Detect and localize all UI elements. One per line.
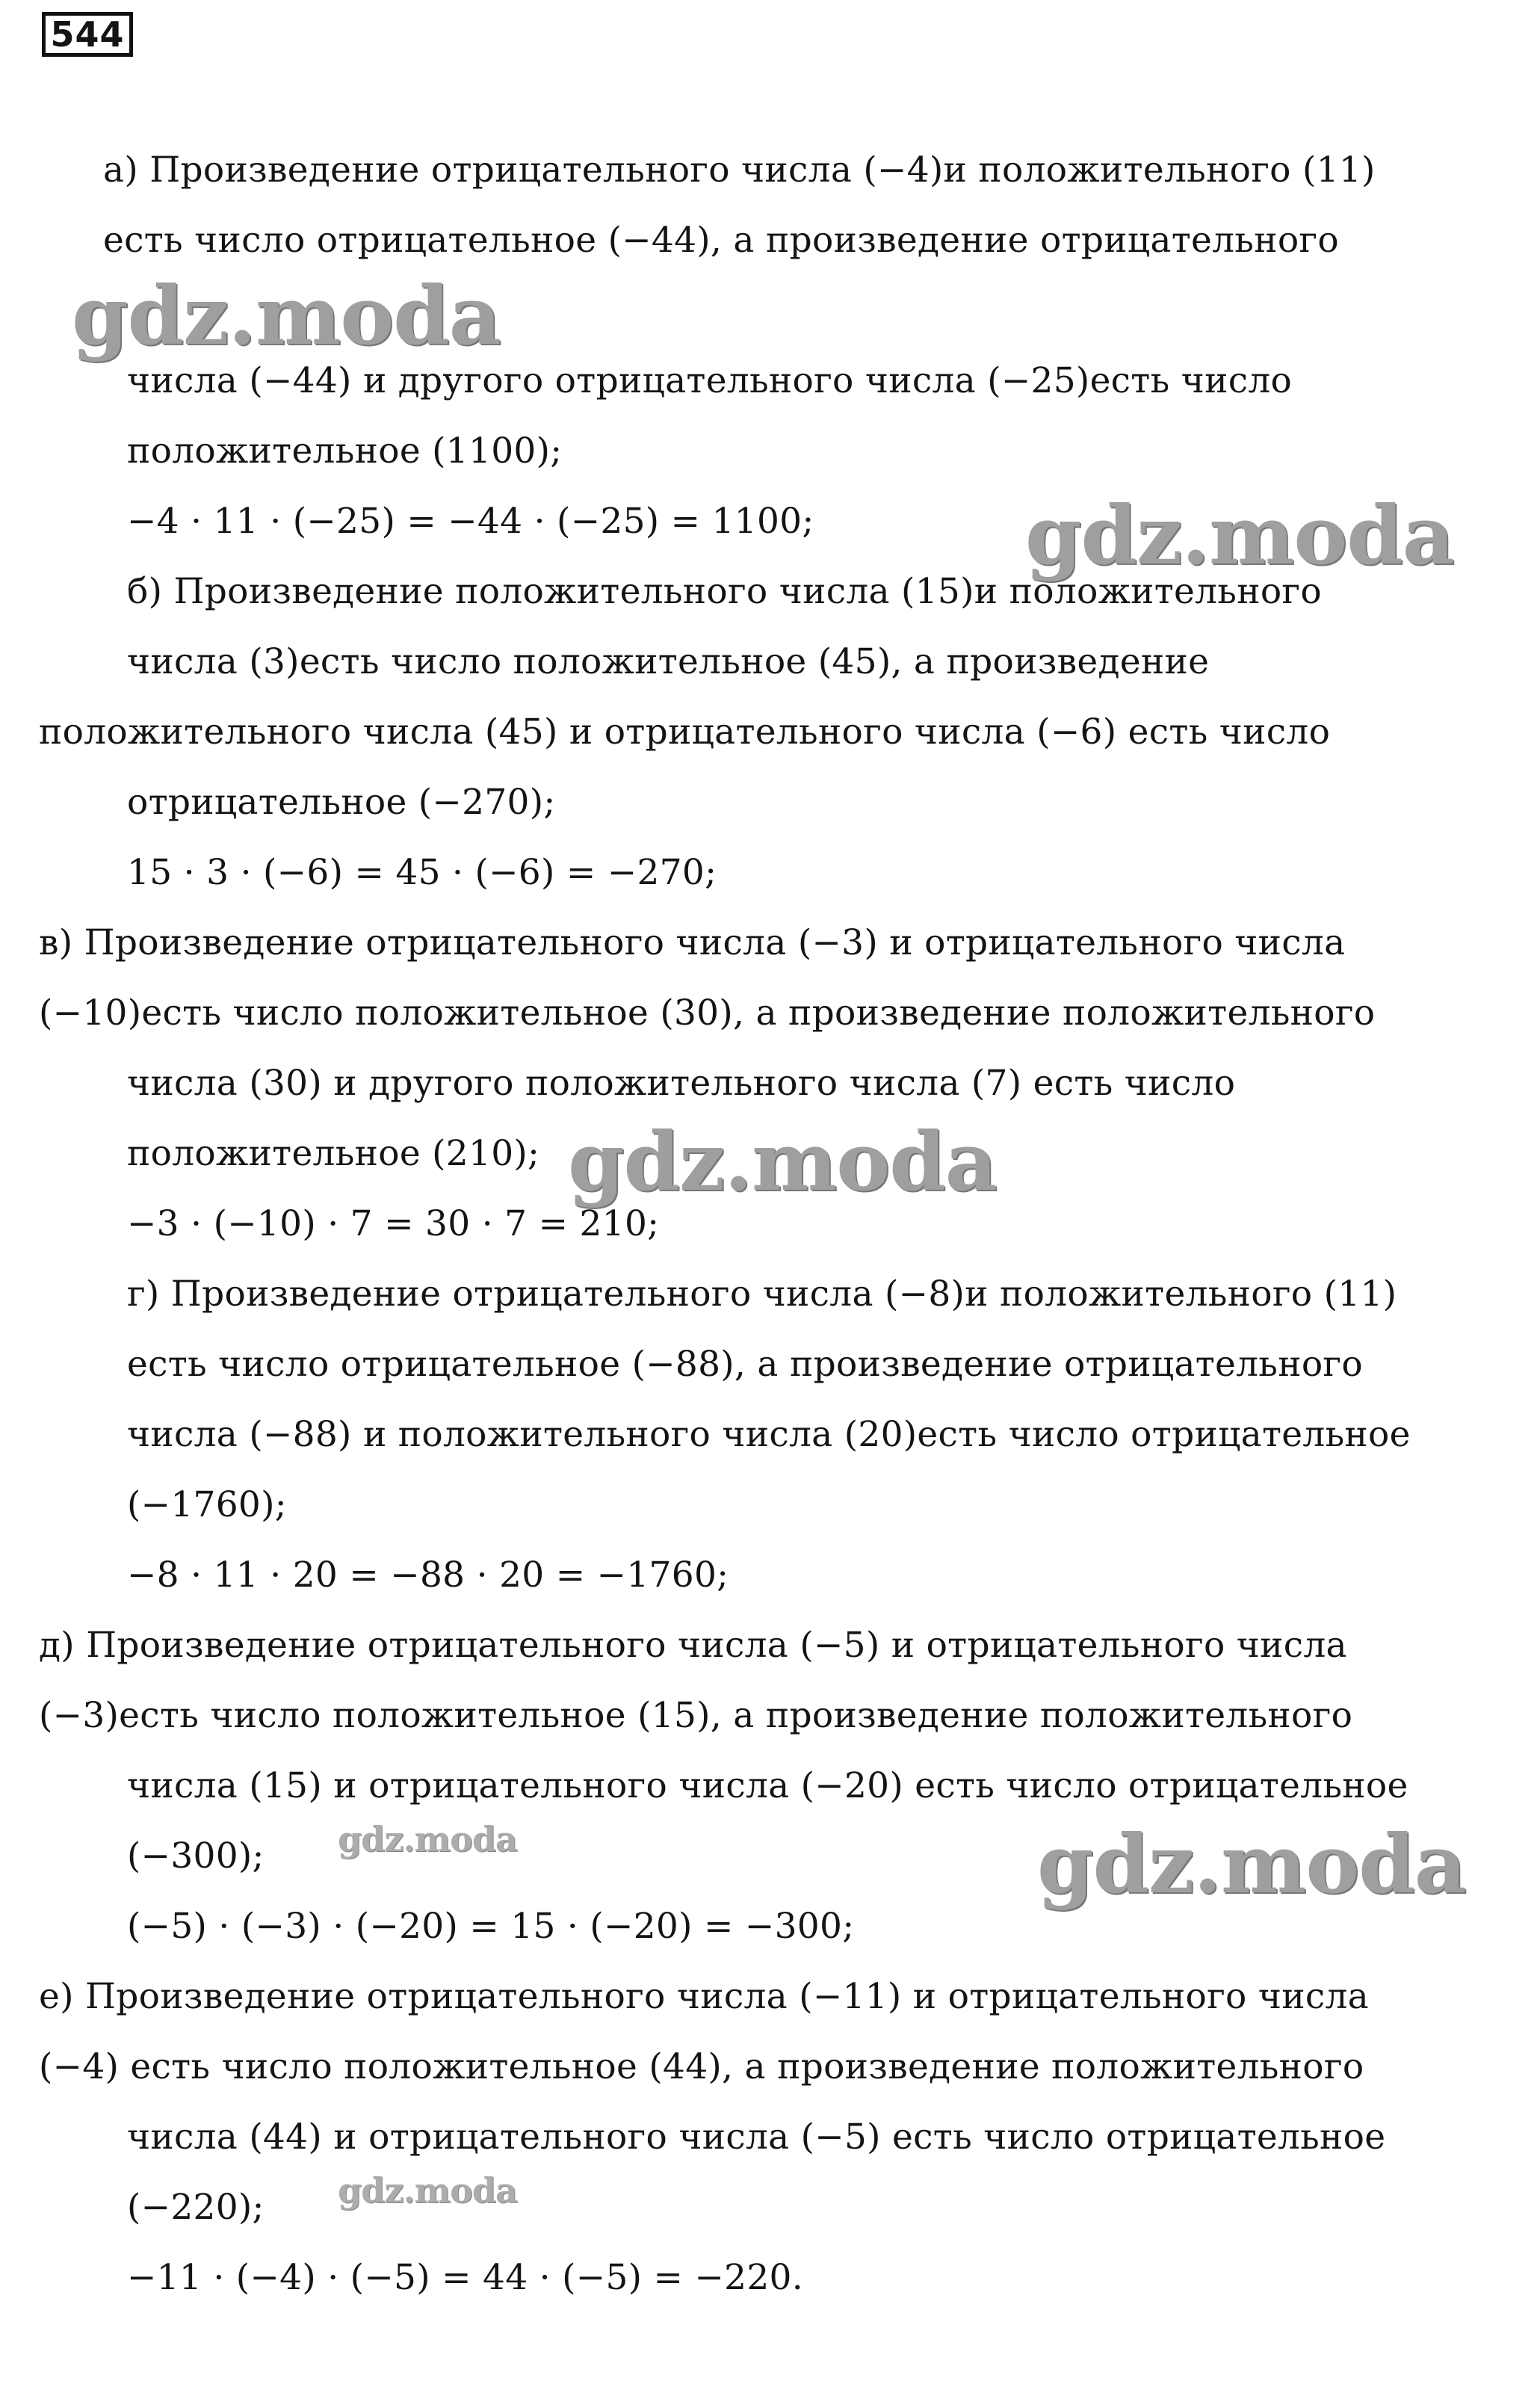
text-line: положительного числа (45) и отрицательного числа (−6) есть число [39,711,1331,753]
text-line: числа (44) и отрицательного числа (−5) есть число отрицательное [127,2116,1386,2158]
text-line: (−1760); [127,1484,287,1525]
text-line: б) Произведение положительного числа (15)и положительного [127,571,1322,612]
watermark: gdz.moda [338,1819,517,1859]
task-number: 544 [42,12,133,57]
watermark: gdz.moda [1025,489,1454,583]
text-line: числа (15) и отрицательного числа (−20) есть число отрицательное [127,1765,1408,1806]
text-line: (−300); [127,1835,265,1877]
text-line: −8 · 11 · 20 = −88 · 20 = −1760; [127,1554,729,1596]
text-line: −3 · (−10) · 7 = 30 · 7 = 210; [127,1203,660,1244]
watermark: gdz.moda [338,2170,517,2211]
text-line: г) Произведение отрицательного числа (−8)и положительного (11) [127,1273,1397,1315]
text-line: е) Произведение отрицательного числа (−11) и отрицательного числа [39,1976,1369,2017]
text-line: числа (3)есть число положительное (45), а произведение [127,641,1210,682]
text-line: числа (−44) и другого отрицательного числа (−25)есть число [127,360,1293,401]
text-line: −11 · (−4) · (−5) = 44 · (−5) = −220. [127,2257,803,2298]
text-line: отрицательное (−270); [127,782,556,823]
text-line: 15 · 3 · (−6) = 45 · (−6) = −270; [127,852,717,893]
text-line: положительное (210); [127,1133,540,1174]
text-line: д) Произведение отрицательного числа (−5) и отрицательного числа [39,1625,1347,1666]
text-line: числа (−88) и положительного числа (20)есть число отрицательное [127,1414,1411,1455]
text-line: −4 · 11 · (−25) = −44 · (−25) = 1100; [127,501,814,542]
text-line: (−5) · (−3) · (−20) = 15 · (−20) = −300; [127,1906,855,1947]
text-line: в) Произведение отрицательного числа (−3) и отрицательного числа [39,922,1346,963]
text-line: положительное (1100); [127,430,563,472]
watermark: gdz.moda [72,269,501,363]
text-line: (−3)есть число положительное (15), а произведение положительного [39,1695,1353,1736]
watermark: gdz.moda [568,1115,997,1209]
text-line: числа (30) и другого положительного числа (7) есть число [127,1063,1236,1104]
text-line: есть число отрицательное (−88), а произведение отрицательного [127,1344,1363,1385]
text-line: (−4) есть число положительное (44), а произведение положительного [39,2046,1364,2087]
watermark: gdz.moda [1037,1818,1466,1912]
text-line: есть число отрицательное (−44), а произведение отрицательного [103,220,1339,261]
text-line: а) Произведение отрицательного числа (−4)и положительного (11) [103,149,1376,191]
text-line: (−10)есть число положительное (30), а произведение положительного [39,992,1376,1034]
text-line: (−220); [127,2187,265,2228]
